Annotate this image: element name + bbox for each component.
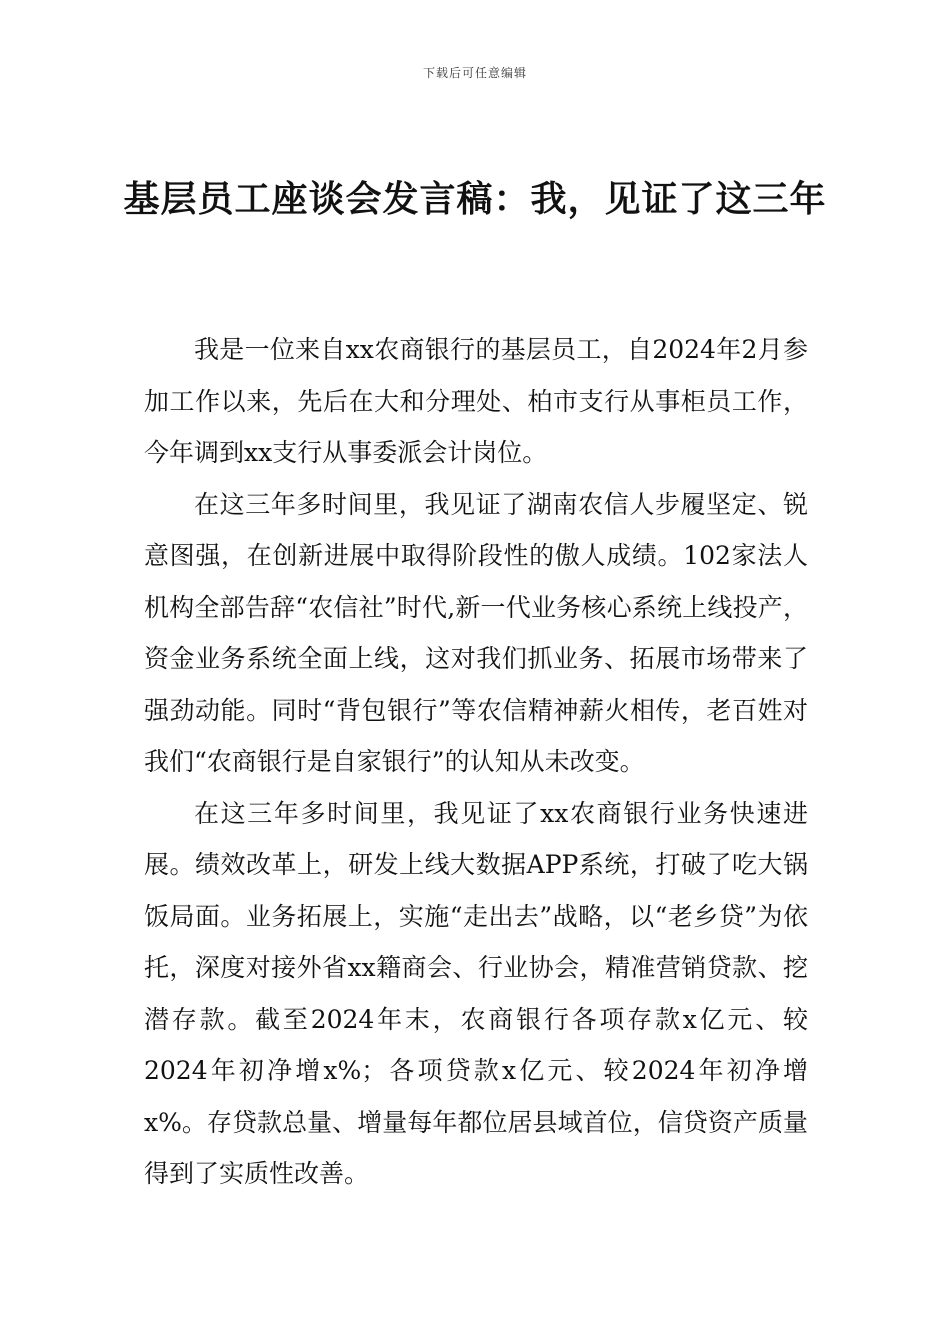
header-note: 下载后可任意编辑 — [422, 66, 527, 80]
document-body — [144, 324, 808, 1200]
paragraph-2: 在这三年多时间里，我见证了湖南农信人步履坚定、锐意图强，在创新进展中取得阶段性的傲人成绩。102家法人机构全部告辞“农信社”时代,新一代业务核心系统上线投产，资金业务系统全面上线，这对我们抓业务、拓展市场带来了强劲动能。同时“背包银行”等农信精神薪火相传，老百姓对我们“农商银行是自家银行”的认知从未改变。 — [144, 489, 808, 776]
paragraph-3: 在这三年多时间里，我见证了xx农商银行业务快速进展。绩效改革上，研发上线大数据APP系统，打破了吃大锅饭局面。业务拓展上，实施“走出去”战略，以“老乡贷”为依托，深度对接外省xx籍商会、行业协会，精准营销贷款、挖潜存款。截至2024年末，农商银行各项存款x亿元、较2024年初净增x%；各项贷款x亿元、较2024年初净增x%。存贷款总量、增量每年都位居县域首位，信贷资产质量得到了实质性改善。 — [144, 798, 808, 1188]
document-title: 基层员工座谈会发言稿：我，见证了这三年 — [123, 179, 827, 220]
paragraph-1: 我是一位来自xx农商银行的基层员工，自2024年2月参加工作以来，先后在大和分理处、柏市支行从事柜员工作，今年调到xx支行从事委派会计岗位。 — [144, 335, 808, 467]
